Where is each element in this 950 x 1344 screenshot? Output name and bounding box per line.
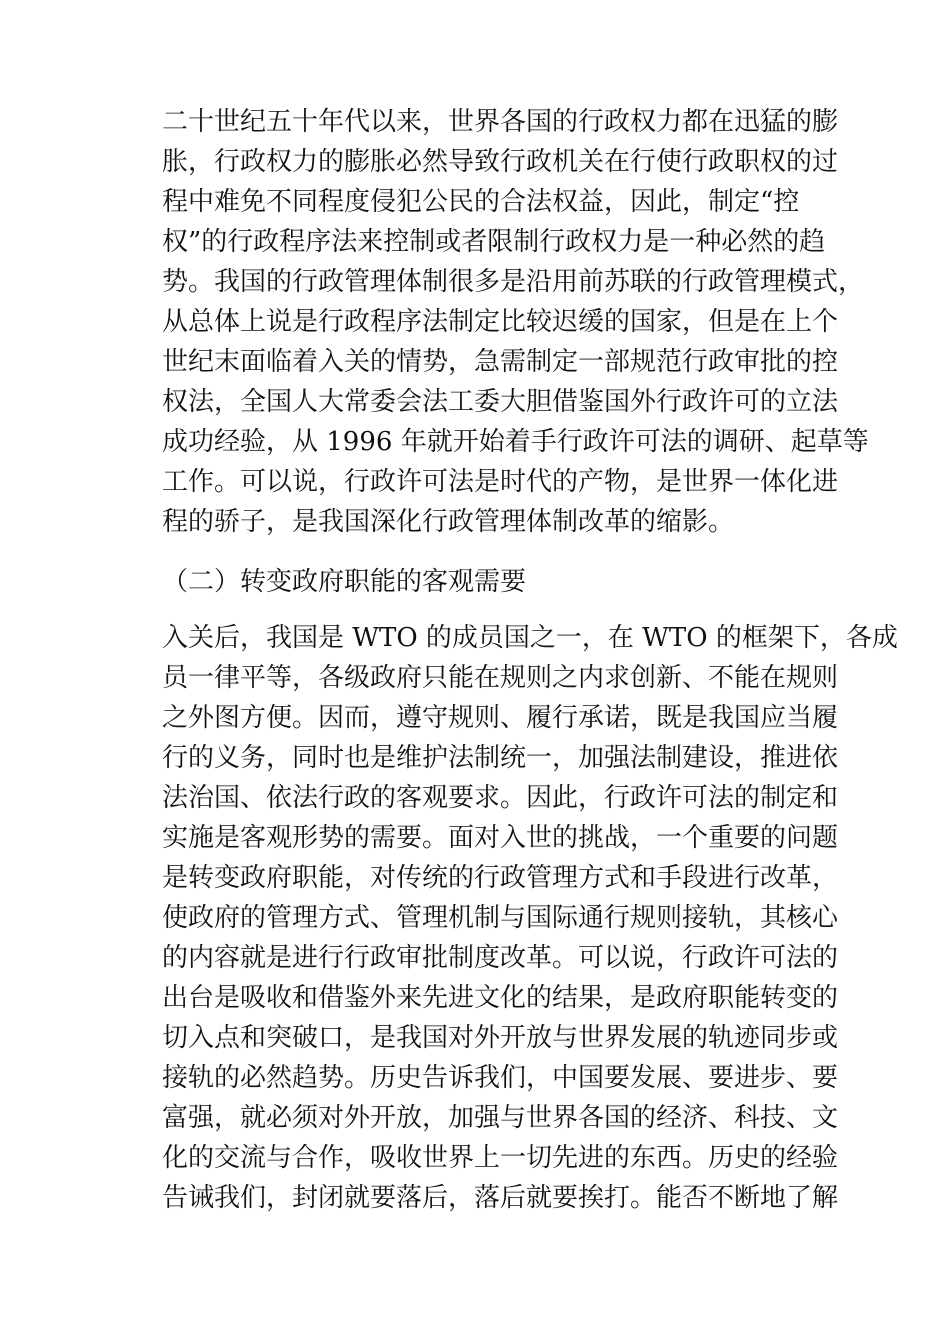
paragraph-line: 接轨的必然趋势。历史告诉我们，中国要发展、要进步、要 <box>162 1063 839 1093</box>
paragraph-line: 工作。可以说，行政许可法是时代的产物，是世界一体化进 <box>162 467 839 497</box>
paragraph-line: 程中难免不同程度侵犯公民的合法权益，因此，制定“控 <box>162 187 800 217</box>
paragraph-line: 权”的行政程序法来控制或者限制行政权力是一种必然的趋 <box>162 227 826 257</box>
paragraph-line: 成功经验，从 1996 年就开始着手行政许可法的调研、起草等 <box>162 427 869 457</box>
paragraph-line: 法治国、依法行政的客观要求。因此，行政许可法的制定和 <box>162 783 839 813</box>
paragraph-line: 切入点和突破口，是我国对外开放与世界发展的轨迹同步或 <box>162 1023 839 1053</box>
paragraph-line: 从总体上说是行政程序法制定比较迟缓的国家，但是在上个 <box>162 307 839 337</box>
paragraph-line: 实施是客观形势的需要。面对入世的挑战，一个重要的问题 <box>162 823 839 853</box>
paragraph-2 <box>162 618 898 1218</box>
paragraph-line: 告诫我们，封闭就要落后，落后就要挨打。能否不断地了解 <box>162 1183 839 1213</box>
section-heading-text: （二）转变政府职能的客观需要 <box>162 567 527 597</box>
paragraph-1 <box>162 102 869 542</box>
paragraph-line: 权法，全国人大常委会法工委大胆借鉴国外行政许可的立法 <box>162 387 839 417</box>
paragraph-line: 胀，行政权力的膨胀必然导致行政机关在行使行政职权的过 <box>162 147 839 177</box>
paragraph-line: 出台是吸收和借鉴外来先进文化的结果，是政府职能转变的 <box>162 983 839 1013</box>
paragraph-line: 世纪末面临着入关的情势，急需制定一部规范行政审批的控 <box>162 347 839 377</box>
paragraph-line: 使政府的管理方式、管理机制与国际通行规则接轨，其核心 <box>162 903 839 933</box>
paragraph-line: 员一律平等，各级政府只能在规则之内求创新、不能在规则 <box>162 663 839 693</box>
paragraph-line: 势。我国的行政管理体制很多是沿用前苏联的行政管理模式， <box>162 267 865 297</box>
paragraph-line: 化的交流与合作，吸收世界上一切先进的东西。历史的经验 <box>162 1143 839 1173</box>
section-heading <box>162 562 794 602</box>
paragraph-line: 之外图方便。因而，遵守规则、履行承诺，既是我国应当履 <box>162 703 839 733</box>
paragraph-line: 二十世纪五十年代以来，世界各国的行政权力都在迅猛的膨 <box>162 107 839 137</box>
paragraph-line: 是转变政府职能，对传统的行政管理方式和手段进行改革， <box>162 863 839 893</box>
paragraph-line: 的内容就是进行行政审批制度改革。可以说，行政许可法的 <box>162 943 839 973</box>
paragraph-line: 入关后，我国是 WTO 的成员国之一，在 WTO 的框架下，各成 <box>162 623 898 653</box>
paragraph-line: 程的骄子，是我国深化行政管理体制改革的缩影。 <box>162 507 735 537</box>
paragraph-line: 行的义务，同时也是维护法制统一，加强法制建设，推进依 <box>162 743 839 773</box>
paragraph-line: 富强，就必须对外开放，加强与世界各国的经济、科技、文 <box>162 1103 839 1133</box>
